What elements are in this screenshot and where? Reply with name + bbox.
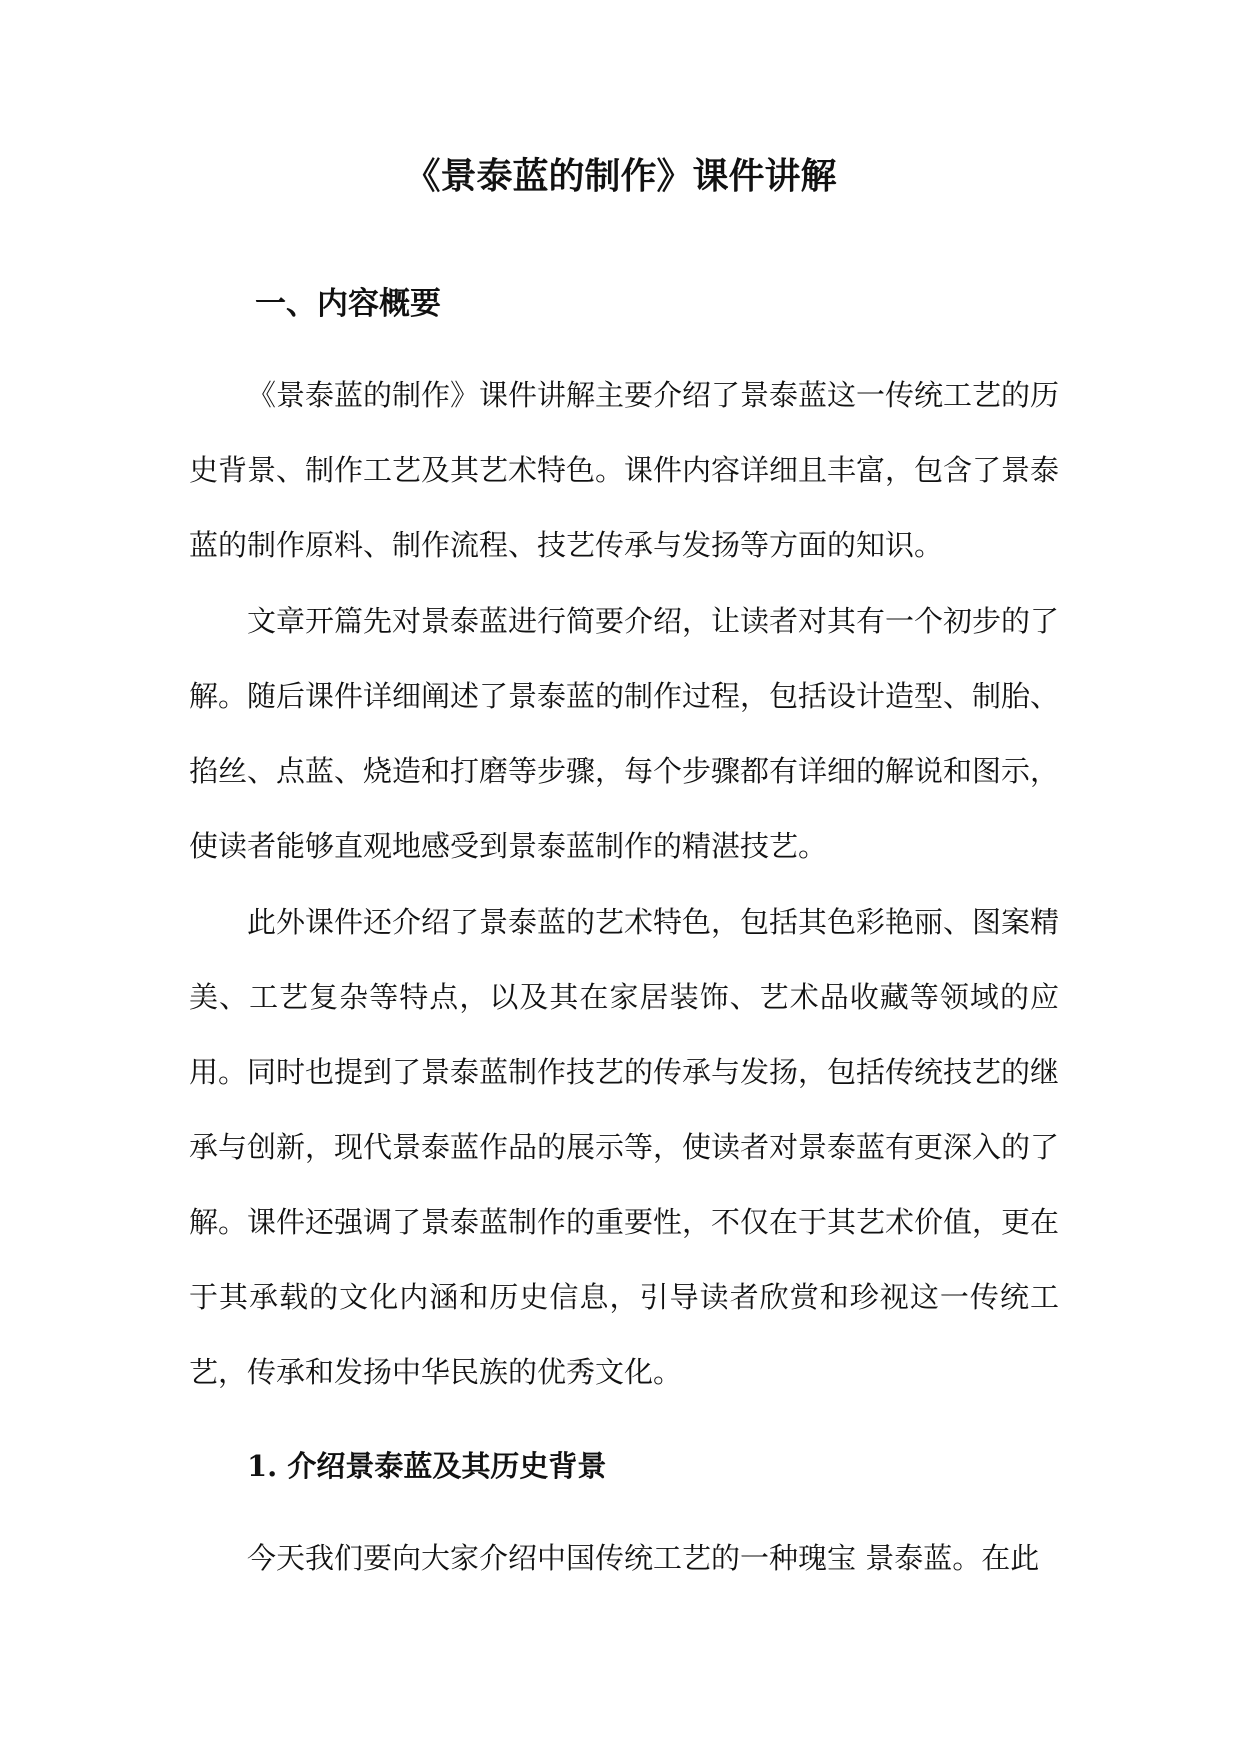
section-heading-content-summary: 一、内容概要 [255,286,441,322]
body-paragraph: 课件还强调了景泰蓝制作的重要性，不仅在于其艺术价值，更在于其承载的文化内涵和历史信息，引导读者欣赏和珍视这一传统工艺，传承和发扬中华民族的优秀文化。 [189,1205,1060,1389]
document-title: 《景泰蓝的制作》课件讲解 [404,155,837,197]
body-paragraph: 文章开篇先对景泰蓝进行简要介绍，让读者对其有一个初步的了解。随后课件详细阐述了景泰蓝的制作过程，包括设计造型、制胎、掐丝、点蓝、烧造和打磨等步骤，每个步骤都有详细的解说和图示，使读者能够直观地感受到景泰蓝制作的精湛技艺。 [189,604,1060,863]
body-paragraph: 此外课件还介绍了景泰蓝的艺术特色，包括其色彩艳丽、图案精美、工艺复杂等特点，以及其在家居装饰、艺术品收藏等领域的应用。同时也提到了景泰蓝制作技艺的传承与发扬，包括传统技艺的继承与创新，现代景泰蓝作品的展示等，使读者对景泰蓝有更深入的了解。 [189,905,1060,1239]
body-paragraph: 《景泰蓝的制作》课件讲解主要介绍了景泰蓝这一传统工艺的历史背景、制作工艺及其艺术特色。课件内容详细且丰富，包含了景泰蓝的制作原料、制作流程、技艺传承与发扬等方面的知识。 [189,378,1060,562]
body-paragraph: 今天我们要向大家介绍中国传统工艺的一种瑰宝 景泰蓝。在此 [247,1541,1040,1575]
subsection-heading-history: 1. 介绍景泰蓝及其历史背景 [247,1449,607,1483]
